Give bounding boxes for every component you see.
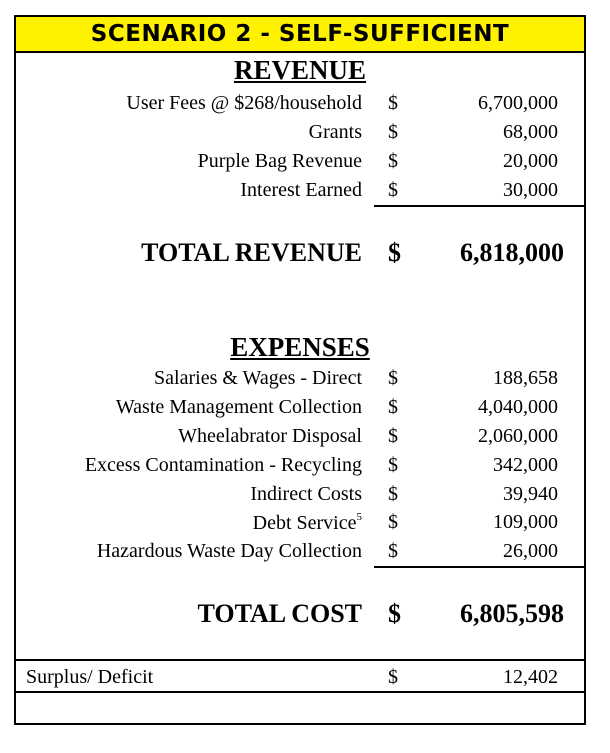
revenue-item-label: User Fees @ $268/household [126, 92, 362, 114]
revenue-row [16, 121, 584, 149]
currency-symbol: $ [388, 483, 398, 505]
currency-symbol: $ [388, 396, 398, 418]
total-revenue-label: TOTAL REVENUE [141, 238, 362, 267]
expense-item-label: Hazardous Waste Day Collection [96, 540, 362, 562]
revenue-heading: REVENUE [233, 55, 367, 85]
expense-item-label: Salaries & Wages - Direct [154, 367, 362, 389]
expense-item-value: 2,060,000 [478, 425, 558, 447]
expense-row [16, 483, 584, 511]
revenue-item-value: 68,000 [503, 121, 558, 143]
revenue-item-value: 20,000 [503, 150, 558, 172]
divider [16, 691, 584, 693]
footnote-marker: 5 [356, 511, 362, 523]
expense-item-label: Waste Management Collection [115, 396, 362, 418]
total-revenue-value: 6,818,000 [460, 238, 564, 267]
currency-symbol: $ [388, 540, 398, 562]
expense-item-value: 342,000 [493, 454, 558, 476]
currency-symbol: $ [388, 92, 398, 114]
currency-symbol: $ [388, 150, 398, 172]
scenario-title: SCENARIO 2 - SELF-SUFFICIENT [90, 21, 510, 47]
revenue-row [16, 179, 584, 207]
expense-item-value: 26,000 [503, 540, 558, 562]
revenue-item-value: 30,000 [503, 179, 558, 201]
total-revenue-row [16, 238, 584, 274]
expense-item-label: Indirect Costs [250, 483, 362, 505]
currency-symbol: $ [388, 666, 398, 688]
currency-symbol: $ [388, 425, 398, 447]
surplus-label: Surplus/ Deficit [26, 666, 154, 688]
expense-row [16, 540, 584, 568]
total-cost-value: 6,805,598 [460, 599, 564, 628]
revenue-item-value: 6,700,000 [478, 92, 558, 114]
expenses-heading: EXPENSES [230, 332, 370, 362]
expense-item-value: 188,658 [493, 367, 558, 389]
expense-item-value: 109,000 [493, 511, 558, 533]
surplus-value: 12,402 [503, 666, 558, 688]
currency-symbol: $ [388, 511, 398, 533]
title-bar [16, 17, 584, 53]
expense-row [16, 367, 584, 395]
currency-symbol: $ [388, 367, 398, 389]
scenario-table [14, 15, 586, 725]
revenue-item-label: Grants [308, 121, 362, 143]
currency-symbol: $ [388, 599, 401, 628]
total-cost-label: TOTAL COST [197, 599, 362, 628]
divider [16, 659, 584, 661]
revenue-row [16, 150, 584, 178]
currency-symbol: $ [388, 238, 401, 267]
expense-item-label: Excess Contamination - Recycling [84, 454, 362, 476]
expense-item-value: 39,940 [503, 483, 558, 505]
expense-item-label: Wheelabrator Disposal [178, 425, 362, 447]
expense-row [16, 396, 584, 424]
currency-symbol: $ [388, 179, 398, 201]
expense-row [16, 454, 584, 482]
revenue-row [16, 92, 584, 120]
expense-row [16, 511, 584, 539]
revenue-item-label: Interest Earned [240, 179, 362, 201]
revenue-item-label: Purple Bag Revenue [197, 150, 362, 172]
expense-row [16, 425, 584, 453]
expense-item-label: Debt Service [252, 512, 357, 534]
expenses-subtotal-rule [374, 566, 586, 568]
expense-item-value: 4,040,000 [478, 396, 558, 418]
total-cost-row [16, 599, 584, 635]
expense-item-label-wrap [253, 511, 362, 535]
revenue-subtotal-rule [374, 205, 586, 207]
currency-symbol: $ [388, 121, 398, 143]
currency-symbol: $ [388, 454, 398, 476]
